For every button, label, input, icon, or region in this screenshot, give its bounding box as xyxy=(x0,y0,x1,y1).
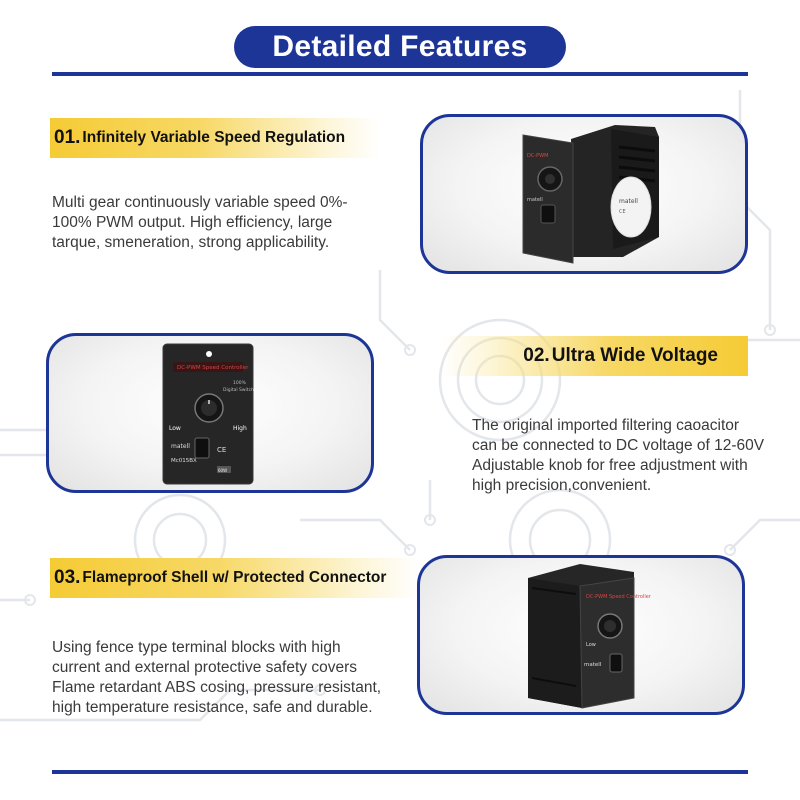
feature-2-desc-line: high precision,convenient. xyxy=(472,477,652,494)
feature-2-desc-line: Adjustable knob for free adjustment with xyxy=(472,457,748,474)
svg-text:60W: 60W xyxy=(218,468,228,473)
svg-text:CE: CE xyxy=(217,446,227,454)
svg-text:Digital Switch: Digital Switch xyxy=(223,388,254,393)
feature-1-desc-line: Multi gear continuously variable speed 0%- xyxy=(52,194,348,211)
svg-text:matell: matell xyxy=(171,443,190,450)
feature-2-desc-line: The original imported filtering caoacitor xyxy=(472,417,740,434)
footer-divider xyxy=(52,770,748,774)
svg-text:matell: matell xyxy=(619,198,638,205)
feature-1-title: Infinitely Variable Speed Regulation xyxy=(82,129,346,146)
feature-3-desc-line: high temperature resistance, safe and durable. xyxy=(52,699,373,716)
feature-1-number: 01. xyxy=(54,127,81,148)
svg-text:DC-PWM Speed Controller: DC-PWM Speed Controller xyxy=(586,594,651,600)
feature-3-number: 03. xyxy=(54,567,81,588)
feature-1-heading xyxy=(50,118,380,158)
feature-3-product-photo xyxy=(417,555,745,715)
feature-1-product-photo xyxy=(420,114,748,274)
feature-2-product-photo xyxy=(46,333,374,493)
feature-1-desc-line: 100% PWM output. High efficiency, large xyxy=(52,214,333,231)
svg-text:CE: CE xyxy=(619,209,626,215)
svg-text:DC-PWM: DC-PWM xyxy=(527,153,549,159)
feature-2-description xyxy=(472,416,764,496)
feature-2-title: Ultra Wide Voltage xyxy=(551,345,718,366)
feature-3-desc-line: current and external protective safety covers xyxy=(52,659,357,676)
svg-text:Mc015BX: Mc015BX xyxy=(171,458,197,464)
feature-1-description xyxy=(52,193,348,253)
feature-2-heading xyxy=(440,336,748,376)
feature-1-desc-line: tarque, smeneration, strong applicability. xyxy=(52,234,330,251)
feature-3-desc-line: Using fence type terminal blocks with high xyxy=(52,639,341,656)
svg-text:Low: Low xyxy=(169,425,181,432)
feature-2-number: 02. xyxy=(523,345,550,366)
header-divider xyxy=(52,72,748,76)
svg-text:matell: matell xyxy=(584,662,602,668)
feature-3-heading xyxy=(50,558,420,598)
feature-2-desc-line: can be connected to DC voltage of 12-60V xyxy=(472,437,765,454)
feature-3-description xyxy=(52,638,381,718)
page-title: Detailed Features xyxy=(234,26,566,68)
feature-3-title: Flameproof Shell w/ Protected Connector xyxy=(82,569,387,586)
feature-3-desc-line: Flame retardant ABS cosing, pressure resistant, xyxy=(52,679,382,696)
panel-title-text: DC-PWM Speed Controller xyxy=(177,365,249,371)
svg-text:100%: 100% xyxy=(233,381,246,386)
svg-text:High: High xyxy=(233,425,247,432)
svg-text:matell: matell xyxy=(527,197,543,203)
svg-text:Low: Low xyxy=(586,642,596,648)
